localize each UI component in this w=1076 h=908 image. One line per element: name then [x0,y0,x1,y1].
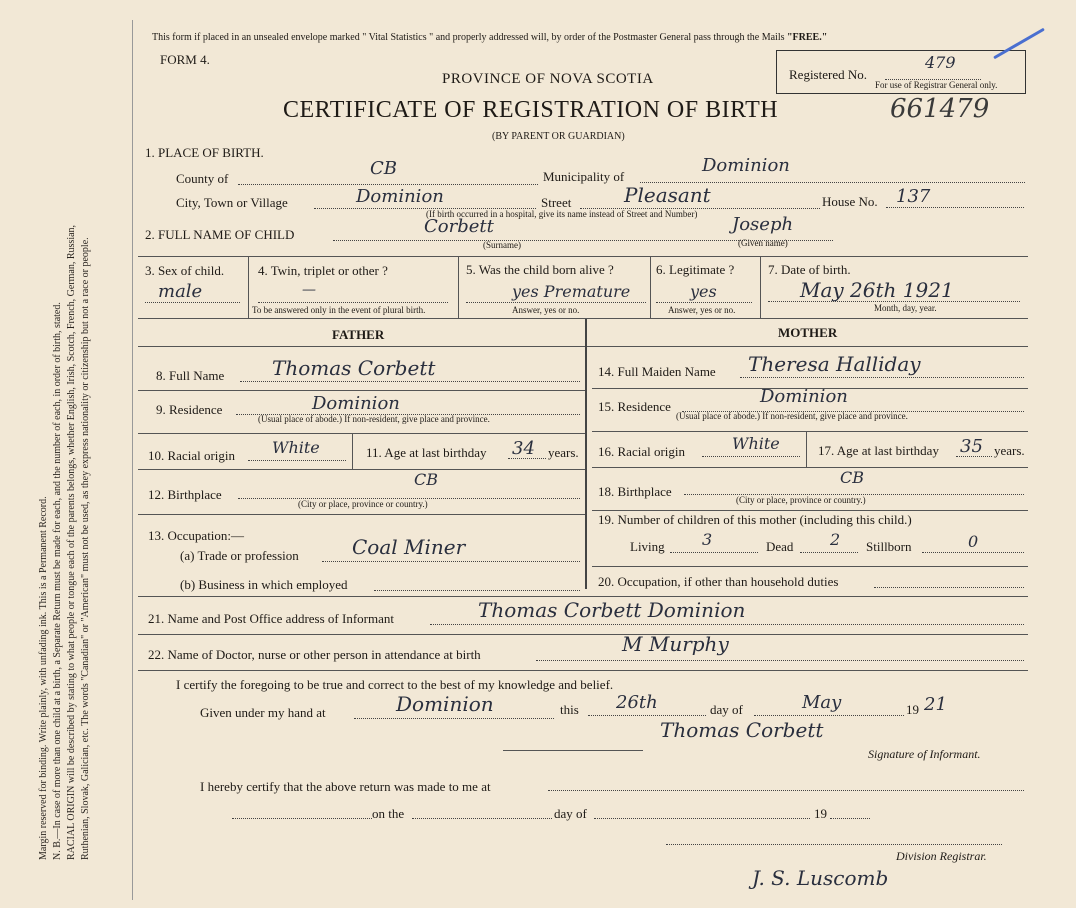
informant-label: 21. Name and Post Office address of Informant [148,611,394,626]
month-value: May [802,692,842,713]
father-business-label: (b) Business in which employed [180,577,348,592]
father-racial-value: White [272,438,320,457]
month-line [754,715,904,716]
form-number: FORM 4. [160,52,210,67]
day-value: 26th [616,692,658,713]
row3-divider-3 [650,256,651,318]
municipality-label: Municipality of [543,169,625,184]
child-given-value: Joseph [732,214,794,235]
street-value: Pleasant [624,183,711,207]
living-line [670,552,758,553]
registrar-signature-line [666,844,1002,845]
informant-signature-caption: Signature of Informant. [868,747,981,761]
stillborn-line [922,552,1024,553]
legitimate-note: Answer, yes or no. [668,305,736,315]
father-age-unit: years. [548,445,579,460]
child-name-label: 2. FULL NAME OF CHILD [145,227,295,242]
mother-racial-label: 16. Racial origin [598,444,686,459]
mother-name-line [740,377,1024,378]
day-line [588,715,706,716]
informant-line [430,624,1024,625]
sex-line [145,302,240,303]
living-value: 3 [702,530,713,549]
surname-caption: (Surname) [483,240,521,250]
father-birthplace-note: (City or place, province or country.) [298,499,428,509]
given-under-label: Given under my hand at [200,705,326,720]
mother-name-label: 14. Full Maiden Name [598,364,716,379]
doctor-line [536,660,1024,661]
father-occupation-label: 13. Occupation:— [148,528,245,543]
parents-header-rule [138,346,1028,347]
on-the-label: on the [372,806,405,821]
place-of-birth-label: 1. PLACE OF BIRTH. [145,145,264,160]
city-value: Dominion [356,186,444,207]
province-heading: PROVINCE OF NOVA SCOTIA [442,71,654,87]
informant-signature: Thomas Corbett [660,718,824,742]
registrar-day-line [412,818,552,819]
mother-occupation-line [874,587,1024,588]
registrar-caption: Division Registrar. [896,849,987,863]
alive-line [466,302,646,303]
mother-rule-3 [592,467,1028,468]
city-label: City, Town or Village [176,195,288,210]
row3-bottom-rule [138,318,1028,319]
father-age-label: 11. Age at last birthday [366,445,487,460]
stillborn-label: Stillborn [866,539,912,554]
father-rule-4 [138,514,585,515]
county-label: County of [176,171,229,186]
municipality-value: Dominion [702,155,790,176]
father-racial-divider [352,433,353,469]
certify-statement: I certify the foregoing to be true and correct to the best of my knowledge and belief. [176,677,614,692]
father-age-value: 34 [512,438,535,459]
certificate-title: CERTIFICATE OF REGISTRATION OF BIRTH [283,97,779,123]
hospital-note: (If birth occurred in a hospital, give its name instead of Street and Number) [426,209,698,219]
registrar-statement: I hereby certify that the above return was made to me at [200,779,491,794]
informant-bottom-rule [138,634,1028,635]
mother-heading: MOTHER [778,325,838,340]
father-racial-label: 10. Racial origin [148,448,236,463]
registrar-signature: J. S. Luscomb [752,866,889,890]
twin-line [258,302,448,303]
year-prefix: 19 [906,702,919,717]
certificate-number: 661479 [890,94,990,124]
twin-value: — [302,282,316,298]
doctor-bottom-rule [138,670,1028,671]
postal-notice-text: This form if placed in an unsealed envelope marked " Vital Statistics " and properly addressed will, by order of the Postmaster General pass through the Mails [152,32,785,43]
mother-age-unit: years. [994,443,1025,458]
dead-value: 2 [830,530,841,549]
father-residence-note: (Usual place of abode.) If non-resident, give place and province. [258,414,490,424]
binding-rule [132,20,133,900]
postal-notice [152,32,827,43]
legitimate-label: 6. Legitimate ? [656,262,735,277]
registrar-note: For use of Registrar General only. [875,80,998,90]
alive-value: yes Premature [512,282,631,301]
father-rule-1 [138,390,585,391]
mother-birthplace-label: 18. Birthplace [598,484,672,499]
house-line [886,207,1024,208]
certificate-subtitle: (BY PARENT OR GUARDIAN) [492,131,625,142]
father-residence-value: Dominion [312,393,400,414]
father-racial-line [248,460,346,461]
margin-line-2: N. B.—In case of more than one child at a birth, a Separate Return must be made for each, and the number of each, in order of birth, stated. [52,302,63,860]
mother-birthplace-value: CB [840,468,864,487]
mother-birthplace-note: (City or place, province or country.) [736,495,866,505]
sex-value: male [158,281,203,302]
twin-note: To be answered only in the event of plural birth. [252,305,426,315]
father-name-line [240,381,580,382]
row3-divider-4 [760,256,761,318]
margin-line-4: Ruthenian, Slovak, Galician, etc. The words "Canadian" or "American" must not be used, as they express nationality or citizenship but not a race or people. [80,237,91,860]
father-trade-label: (a) Trade or profession [180,548,299,563]
father-rule-3 [138,469,585,470]
street-label: Street [541,195,572,210]
mother-children-label: 19. Number of children of this mother (including this child.) [598,512,912,527]
mother-residence-note: (Usual place of abode.) If non-resident, give place and province. [676,411,908,421]
father-trade-value: Coal Miner [352,535,466,559]
registrar-year-line [830,818,870,819]
father-name-label: 8. Full Name [156,368,225,383]
twin-label: 4. Twin, triplet or other ? [258,263,388,278]
alive-label: 5. Was the child born alive ? [466,262,614,277]
year-value: 21 [924,694,947,715]
date-value: May 26th 1921 [800,278,954,302]
house-label: House No. [822,194,878,209]
mother-name-value: Theresa Halliday [748,352,921,376]
mother-racial-divider [806,431,807,467]
father-name-value: Thomas Corbett [272,356,436,380]
margin-line-1: Margin reserved for binding. Write plainly, with unfading ink. This is a Permanent Record. [38,496,49,860]
registrar-pre-line [232,818,372,819]
informant-value: Thomas Corbett Dominion [478,598,746,622]
mother-age-value: 35 [960,436,983,457]
witness-line [503,750,643,751]
date-label: 7. Date of birth. [768,262,851,277]
day-of-label: day of [710,702,743,717]
house-value: 137 [896,186,931,207]
mother-age-label: 17. Age at last birthday [818,443,939,458]
doctor-value: M Murphy [622,632,729,656]
father-birthplace-value: CB [414,470,438,489]
row3-divider-1 [248,256,249,318]
father-heading: FATHER [332,327,385,342]
alive-note: Answer, yes or no. [512,305,580,315]
child-surname-value: Corbett [424,216,494,237]
margin-instructions [38,30,138,890]
father-rule-2 [138,433,585,434]
mother-occupation-label: 20. Occupation, if other than household duties [598,574,839,589]
legitimate-line [656,302,752,303]
given-place-line [354,718,554,719]
registered-value: 479 [925,53,956,72]
mother-residence-value: Dominion [760,386,848,407]
date-line [768,301,1020,302]
row3-top-rule [138,256,1028,257]
registrar-month-line [594,818,810,819]
stillborn-value: 0 [968,532,979,551]
mother-rule-5 [592,566,1028,567]
living-label: Living [630,539,665,554]
mother-racial-value: White [732,434,780,453]
parents-center-divider [585,319,587,589]
registered-label: Registered No. [789,67,867,82]
margin-line-3: RACIAL ORIGIN will be described by stating to what people or tongue each of the parents belongs, whether English, Irish, Scotch, French, German, Russian, [66,224,77,860]
doctor-label: 22. Name of Doctor, nurse or other person in attendance at birth [148,647,481,662]
dead-label: Dead [766,539,794,554]
registrar-day-of-label: day of [554,806,587,821]
registrar-place-line [548,790,1024,791]
father-residence-label: 9. Residence [156,402,223,417]
informant-top-rule [138,596,1028,597]
mother-racial-line [702,456,800,457]
given-caption: (Given name) [738,238,788,248]
given-place-value: Dominion [396,692,494,716]
mother-rule-4 [592,510,1028,511]
row3-divider-2 [458,256,459,318]
date-note: Month, day, year. [874,303,937,313]
mother-rule-2 [592,431,1028,432]
registered-box [776,50,1026,94]
dead-line [800,552,858,553]
this-label: this [560,702,579,717]
county-value: CB [370,158,397,179]
father-trade-line [322,561,580,562]
legitimate-value: yes [690,282,717,301]
father-birthplace-label: 12. Birthplace [148,487,222,502]
sex-label: 3. Sex of child. [145,263,225,278]
father-business-line [374,590,580,591]
mother-residence-label: 15. Residence [598,399,671,414]
postal-notice-free: "FREE." [787,32,828,43]
county-line [238,184,538,185]
registrar-year-prefix: 19 [814,806,827,821]
